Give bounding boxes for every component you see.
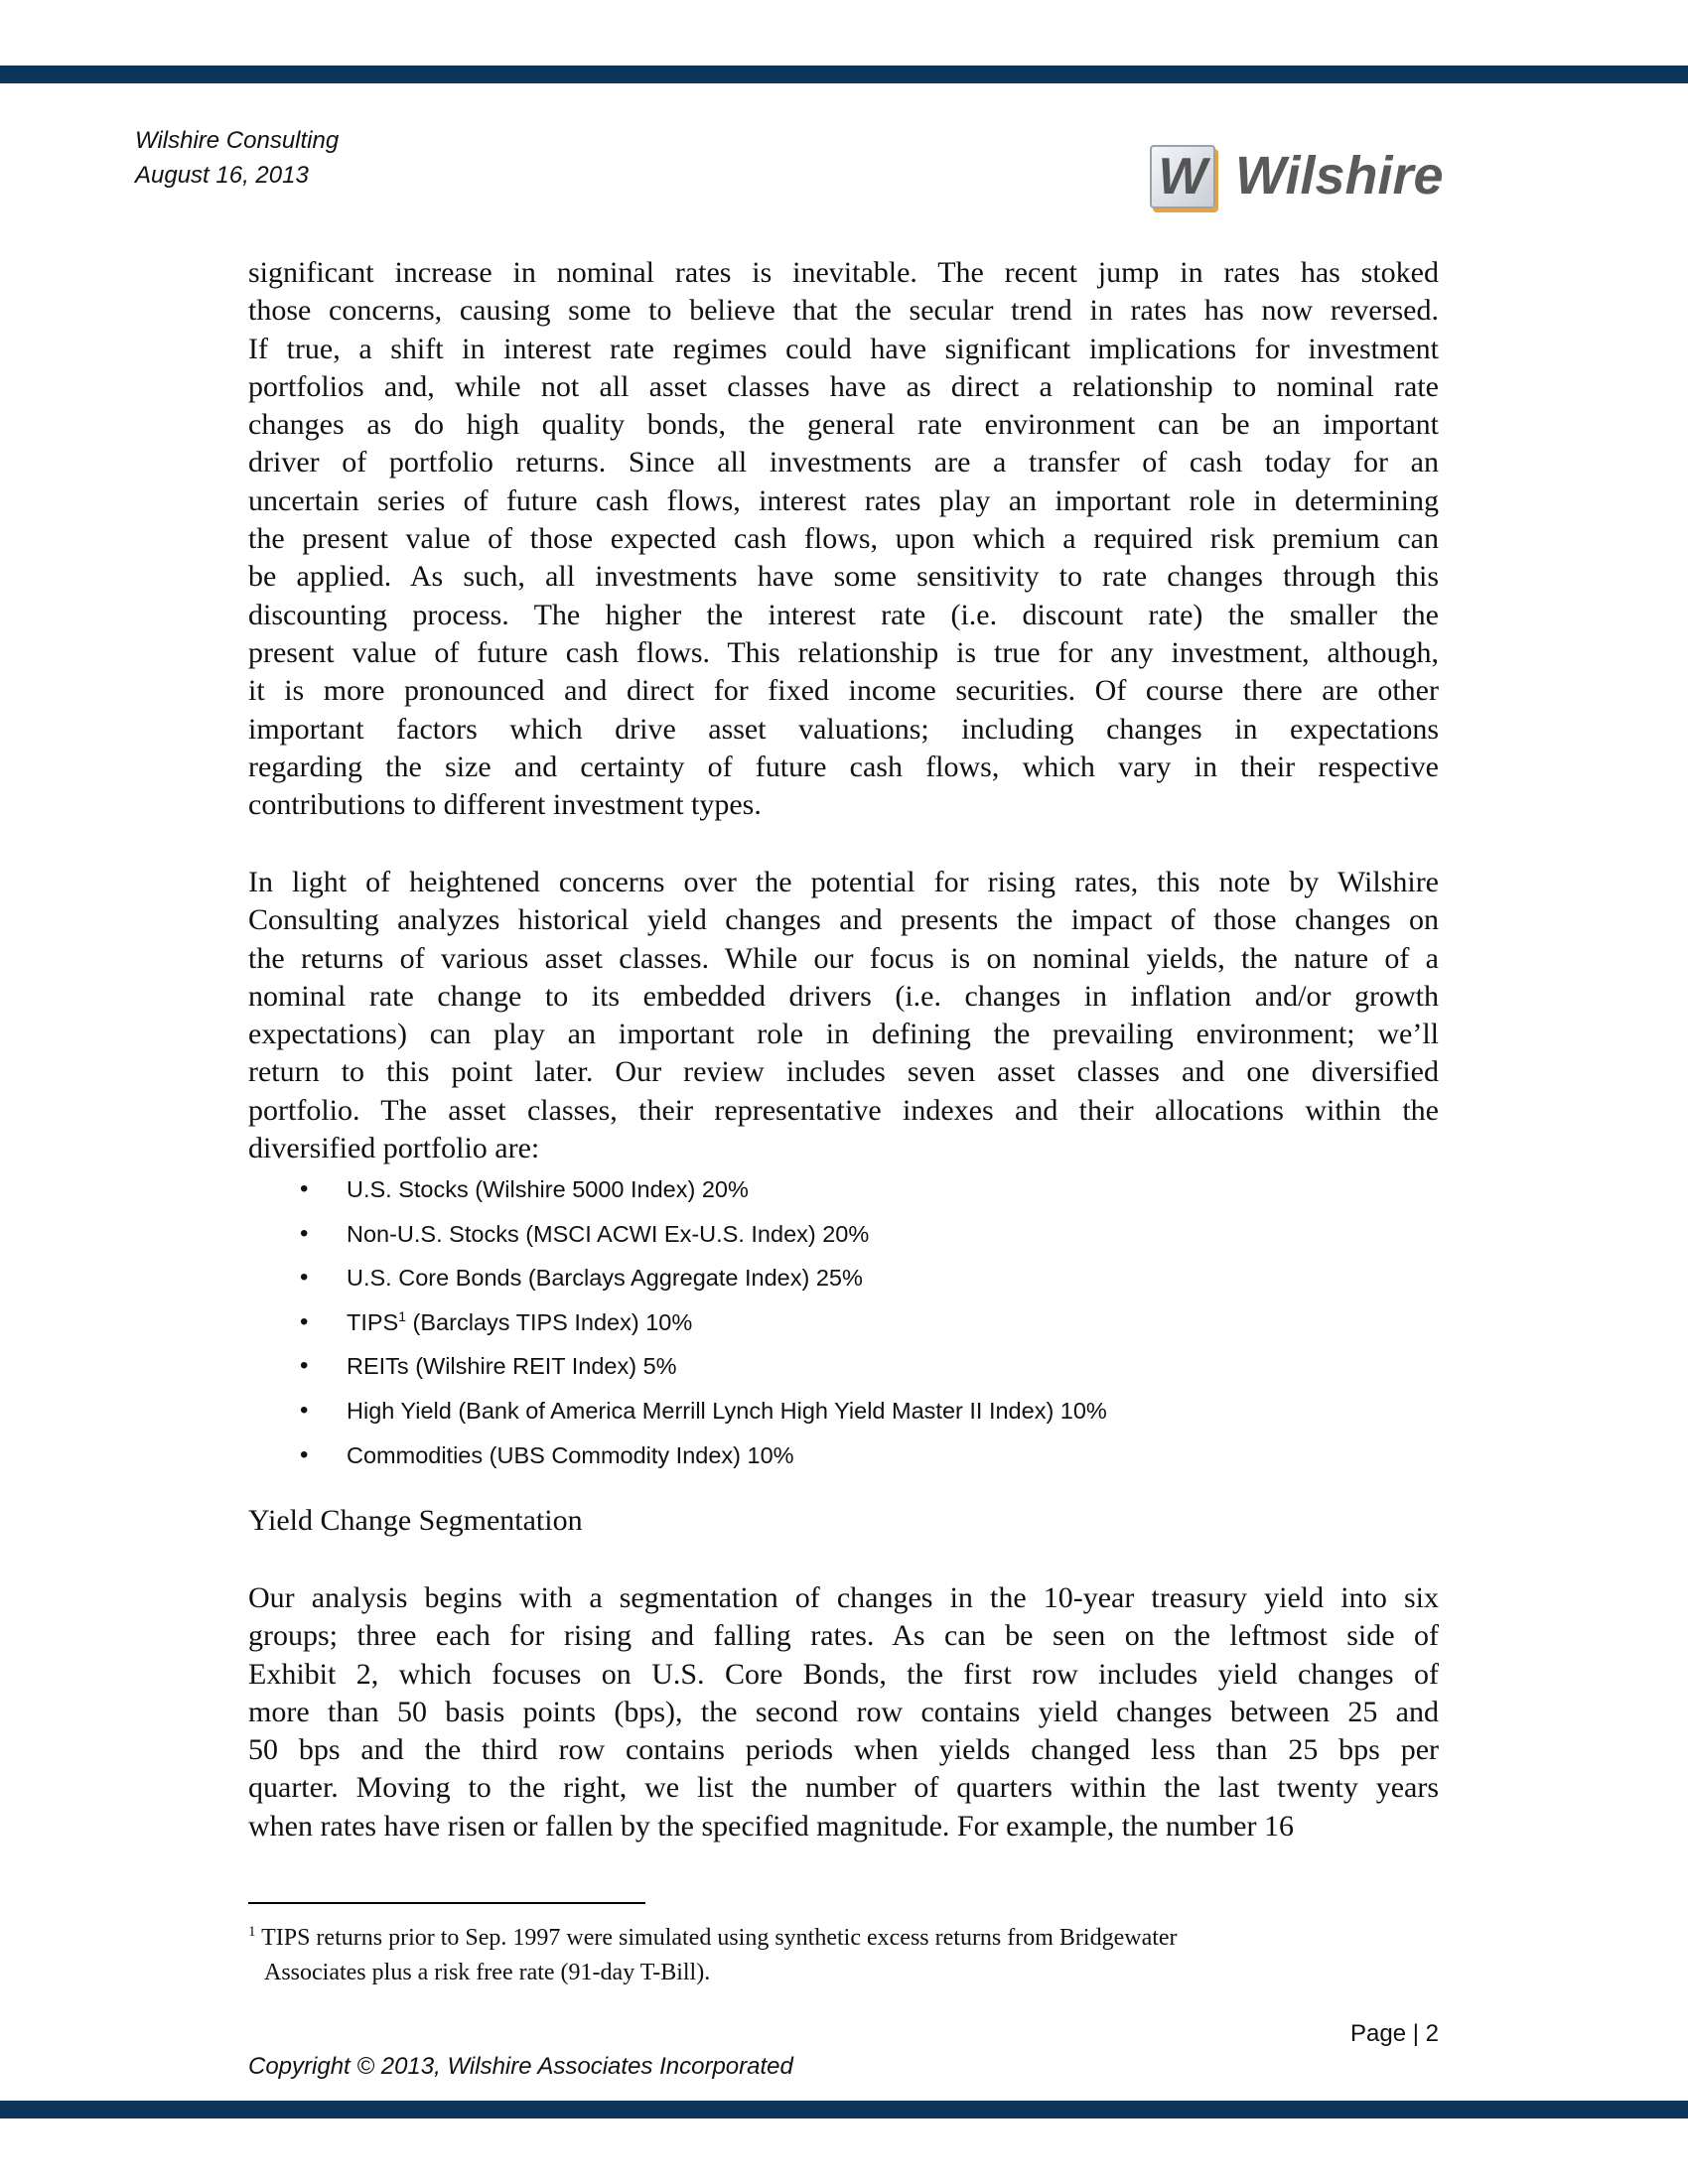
bullet-icon: • [300,1219,309,1247]
list-item [248,1344,1107,1389]
text-line: important factors which drive asset valuations; including changes in expectations [248,712,1439,746]
text-line: Exhibit 2, which focuses on U.S. Core Bonds, the first row includes yield changes of [248,1657,1439,1691]
list-item [248,1300,1107,1345]
text-line: uncertain series of future cash flows, interest rates play an important role in determining [248,483,1439,517]
text-line: expectations) can play an important role in defining the prevailing environment; we’ll [248,1018,1439,1051]
bullet-icon: • [300,1352,309,1380]
text-line: groups; three each for rising and falling rates. As can be seen on the leftmost side of [248,1619,1439,1653]
bottom-bar [0,2101,1688,2118]
text-line: the returns of various asset classes. While our focus is on nominal yields, the nature of a [248,941,1439,975]
text-line: discounting process. The higher the interest rate (i.e. discount rate) the smaller the [248,598,1439,631]
text-line: In light of heightened concerns over the potential for rising rates, this note by Wilshire [248,866,1439,898]
text-line: 50 bps and the third row contains periods when yields changed less than 25 bps per [248,1733,1439,1767]
text-line: Consulting analyzes historical yield changes and presents the impact of those changes on [248,903,1439,937]
list-item-text: U.S. Stocks (Wilshire 5000 Index) 20% [347,1176,749,1202]
text-line: more than 50 basis points (bps), the second row contains yield changes between 25 and [248,1695,1439,1728]
paragraph-3 [248,1579,1439,1845]
text-line: present value of future cash flows. This relationship is true for any investment, although, [248,635,1439,669]
text-line: be applied. As such, all investments have some sensitivity to rate changes through this [248,560,1439,594]
paragraph-1 [248,254,1439,824]
text-line: the present value of those expected cash flows, upon which a required risk premium can [248,522,1439,556]
list-item [248,1433,1107,1478]
list-item-text: High Yield (Bank of America Merrill Lynch High Yield Master II Index) 10% [347,1397,1107,1424]
text-line: those concerns, causing some to believe that the secular trend in rates has now reversed. [248,294,1439,328]
section-heading: Yield Change Segmentation [248,1504,583,1537]
logo-text: Wilshire [1235,146,1444,205]
text-line: regarding the size and certainty of future cash flows, which vary in their respective [248,750,1439,783]
bullet-icon: • [300,1440,309,1468]
list-item-text: TIPS [347,1308,399,1335]
logo-mark: W [1150,145,1215,208]
text-line: If true, a shift in interest rate regimes could have significant implications for investment [248,332,1439,365]
text-line: diversified portfolio are: [248,1132,540,1165]
text-line: Our analysis begins with a segmentation of changes in the 10-year treasury yield into six [248,1581,1439,1614]
list-item-text: REITs (Wilshire REIT Index) 5% [347,1353,677,1380]
text-line: it is more pronounced and direct for fixed income securities. Of course there are other [248,674,1439,708]
paragraph-2 [248,864,1439,1167]
footnote [248,1921,1178,1990]
list-item-text: Commodities (UBS Commodity Index) 10% [347,1441,794,1468]
list-item-text: Non-U.S. Stocks (MSCI ACWI Ex-U.S. Index) 20% [347,1220,870,1247]
text-line: changes as do high quality bonds, the general rate environment can be an important [248,408,1439,442]
footnote-line-1: TIPS returns prior to Sep. 1997 were simulated using synthetic excess returns from Bridgewater [261,1925,1178,1951]
list-item [248,1167,1107,1212]
list-item-text: U.S. Core Bonds (Barclays Aggregate Index) 25% [347,1265,863,1292]
bullet-icon: • [300,1175,309,1202]
text-line: significant increase in nominal rates is inevitable. The recent jump in rates has stoked [248,256,1439,289]
text-line: nominal rate change to its embedded drivers (i.e. changes in inflation and/or growth [248,979,1439,1013]
bullet-icon: • [300,1307,309,1335]
text-line: when rates have risen or fallen by the specified magnitude. For example, the number 16 [248,1809,1294,1843]
footnote-ref: 1 [398,1307,407,1324]
bullet-icon: • [300,1264,309,1292]
list-item [248,1256,1107,1300]
asset-class-list [248,1167,1107,1477]
bullet-icon: • [300,1396,309,1424]
list-item [248,1389,1107,1433]
list-item [248,1212,1107,1257]
footnote-divider [248,1902,645,1904]
footnote-line-2: Associates plus a risk free rate (91-day T-Bill). [264,1960,711,1985]
text-line: contributions to different investment types. [248,788,762,822]
copyright: Copyright © 2013, Wilshire Associates Incorporated [248,2053,793,2080]
text-line: portfolios and, while not all asset classes have as direct a relationship to nominal rate [248,369,1439,403]
header-date: August 16, 2013 [135,162,309,189]
list-item-text: (Barclays TIPS Index) 10% [406,1308,693,1335]
text-line: return to this point later. Our review includes seven asset classes and one diversified [248,1055,1439,1089]
top-bar [0,66,1688,83]
text-line: quarter. Moving to the right, we list the number of quarters within the last twenty years [248,1771,1439,1805]
footnote-mark: 1 [248,1924,256,1940]
text-line: driver of portfolio returns. Since all investments are a transfer of cash today for an [248,446,1439,479]
wilshire-logo [1150,141,1444,210]
text-line: portfolio. The asset classes, their representative indexes and their allocations within the [248,1093,1439,1127]
header-org: Wilshire Consulting [135,127,340,154]
page-number: Page | 2 [1350,2020,1439,2047]
